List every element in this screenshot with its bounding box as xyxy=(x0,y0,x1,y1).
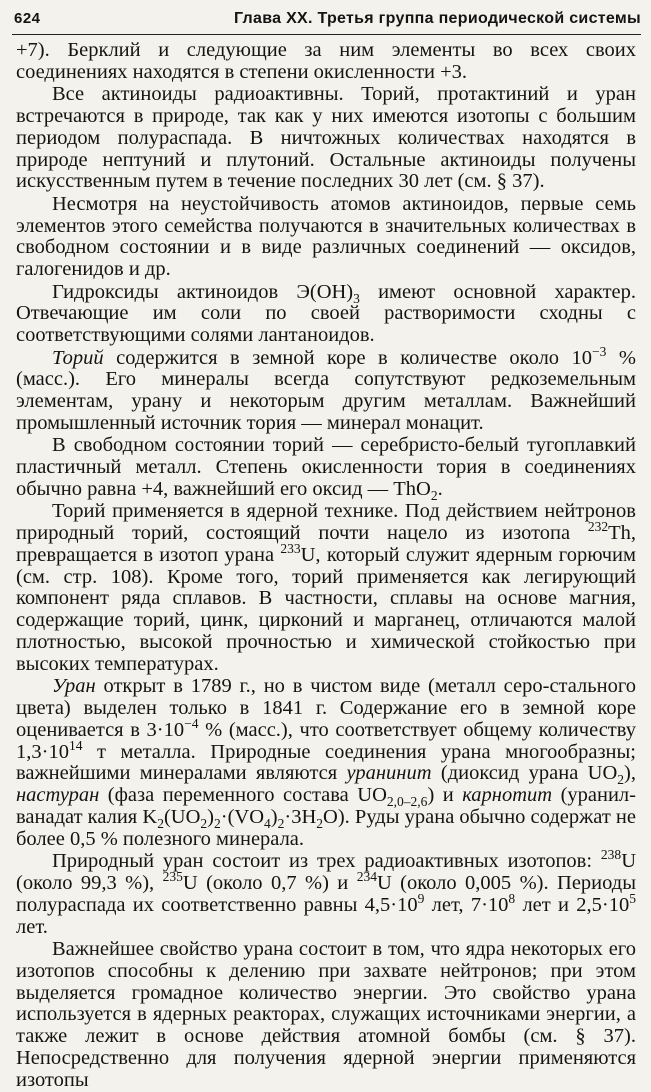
page-body xyxy=(16,40,636,1092)
text-run: ) и xyxy=(427,784,463,807)
superscript: 235 xyxy=(162,869,183,885)
paragraph-uranium-discovery xyxy=(16,676,636,850)
subscript: 2 xyxy=(200,816,208,832)
subscript: 2 xyxy=(430,488,438,503)
text-run: ) xyxy=(207,806,214,829)
subscript: 3 xyxy=(353,290,360,306)
text-run: (фаза переменного состава UO xyxy=(99,784,387,807)
text-run: т металла. Природные соединения урана многообразны; важнейшими минералами являются xyxy=(16,740,636,785)
text-run: % (масс.), что соответствует общему количеству 1,3·10 xyxy=(16,718,636,763)
text-run: Th, превращается в изотоп урана xyxy=(16,522,636,566)
text-run: +7). Берклий и следующие за ним элементы во всех своих соединениях находятся в степени окисленности +3. xyxy=(16,39,636,83)
superscript: 14 xyxy=(68,737,83,753)
text-run: лет, 7·10 xyxy=(424,893,509,916)
text-run: U (около 0,005 %). Периоды полураспада их соответственно равны 4,5·10 xyxy=(16,872,637,916)
text-run: содержится в земной коре в количестве около 10 xyxy=(103,346,593,369)
page-number: 624 xyxy=(14,10,41,27)
italic-term: настуран xyxy=(16,784,100,807)
superscript: 232 xyxy=(587,519,609,535)
paragraph-thorium-properties xyxy=(16,434,636,503)
paragraph-uranium-isotopes xyxy=(16,847,637,938)
text-run: % (масс.). Его минералы всегда сопутствуют редкоземельным элементам, урану и некоторым другим металлам. Важнейший промышленный источник тория — минерал монацит. xyxy=(16,346,636,434)
italic-term: Торий xyxy=(52,346,104,369)
italic-term: Уран xyxy=(52,675,96,698)
text-run: Природный уран состоит из трех радиоактивных изотопов: xyxy=(52,850,601,873)
subscript: 2 xyxy=(213,816,221,832)
text-run: В свободном состоянии торий — серебристо-белый тугоплавкий пластичный металл. Степень окисленности тория в соединениях обычно равна +4, важнейший его оксид — ThO xyxy=(16,434,636,500)
subscript: 2 xyxy=(277,816,285,832)
text-run: Торий применяется в ядерной технике. Под действием нейтронов природный торий, состоящий почти нацело из изотопа xyxy=(16,500,636,545)
text-run: (уранил-ванадат калия K xyxy=(16,784,636,829)
paragraph-continuation xyxy=(16,40,636,84)
subscript: 2 xyxy=(157,816,164,832)
text-run: Важнейшее свойство урана состоит в том, что ядра некоторых его изотопов способны к делению при захвате нейтронов; при этом выделяется громадное количество энергии. Это свойство урана используется в ядерных реакторах, служащих источниками энергии, а также лежит в основе действия атомной бомбы (см. § 37). Непосредственно для получения ядерной энергии применяются изотопы xyxy=(16,938,636,1091)
superscript: −3 xyxy=(592,343,607,359)
paragraph-thorium-occurrence xyxy=(16,343,636,435)
text-run: Гидроксиды актиноидов Э(ОН) xyxy=(52,280,354,303)
paragraph-thorium-applications xyxy=(16,501,636,675)
superscript: 234 xyxy=(356,869,377,885)
text-run: лет и 2,5·10 xyxy=(515,893,630,916)
paragraph-uranium-fission xyxy=(16,939,636,1092)
text-run: имеют основной характер. Отвечающие им соли по своей растворимости сходны с соответствующими солями лантаноидов. xyxy=(16,280,637,347)
italic-term: уранинит xyxy=(346,762,432,785)
italic-term: карнотит xyxy=(462,784,553,807)
text-run: (UO xyxy=(163,806,201,829)
text-run: U (около 99,3 %), xyxy=(16,850,636,895)
text-run: ·(VO xyxy=(220,806,265,829)
superscript: 233 xyxy=(280,541,301,557)
text-run: Несмотря на неустойчивость атомов актиноидов, первые семь элементов этого семейства получаются в значительных количествах в свободном состоянии и в виде различных соединений — оксидов, галогенидов и др. xyxy=(16,192,636,281)
superscript: 9 xyxy=(417,891,425,906)
superscript: 238 xyxy=(600,847,622,863)
text-run: U, который служит ядерным горючим (см. стр. 108). Кроме того, торий применяется как легирующий компонент ряда сплавов. В частности, сплавы на основе магния, содержащие торий, цинк, цирконий и марганец, отличаются малой плотностью, высокой прочностью и химической стойкостью при высоких температурах. xyxy=(16,543,636,675)
text-run: ) xyxy=(270,806,278,829)
text-run: ·3H xyxy=(284,806,317,829)
paragraph-actinides-stability xyxy=(16,194,636,281)
text-run: (диоксид урана UO xyxy=(431,762,618,785)
paragraph-actinides-radioactive xyxy=(16,84,636,193)
text-run: ), xyxy=(624,762,636,785)
text-run: . xyxy=(437,477,443,500)
text-run: Все актиноиды радиоактивны. Торий, протактиний и уран встречаются в природе, так как у них имеются изотопы с большим периодом полураспада. В ничтожных количествах находятся в природе нептуний и плутоний. Остальные актиноиды получены искусственным путем в течение последних 30 лет (см. § 37). xyxy=(16,83,636,193)
subscript: 2 xyxy=(617,772,625,788)
superscript: 5 xyxy=(629,891,636,906)
subscript: 2 xyxy=(316,816,324,832)
text-run: лет. xyxy=(16,915,48,938)
superscript: 8 xyxy=(508,891,516,906)
text-run: открыт в 1789 г., но в чистом виде (металл серо-стального цвета) выделен только в 1841 г. Содержание его в земной коре оценивается в 3·10 xyxy=(16,675,636,741)
subscript: 4 xyxy=(264,816,271,832)
superscript: −4 xyxy=(184,716,199,732)
subscript: 2,0–2,6 xyxy=(386,794,428,810)
paragraph-actinide-hydroxides xyxy=(16,282,636,347)
text-run: O). Руды урана обычно содержат не более 0,5 % полезного минерала. xyxy=(16,806,636,850)
running-head-title: Глава XX. Третья группа периодической системы xyxy=(233,10,641,27)
running-header xyxy=(12,4,641,35)
text-run: U (около 0,7 %) и xyxy=(182,872,357,895)
